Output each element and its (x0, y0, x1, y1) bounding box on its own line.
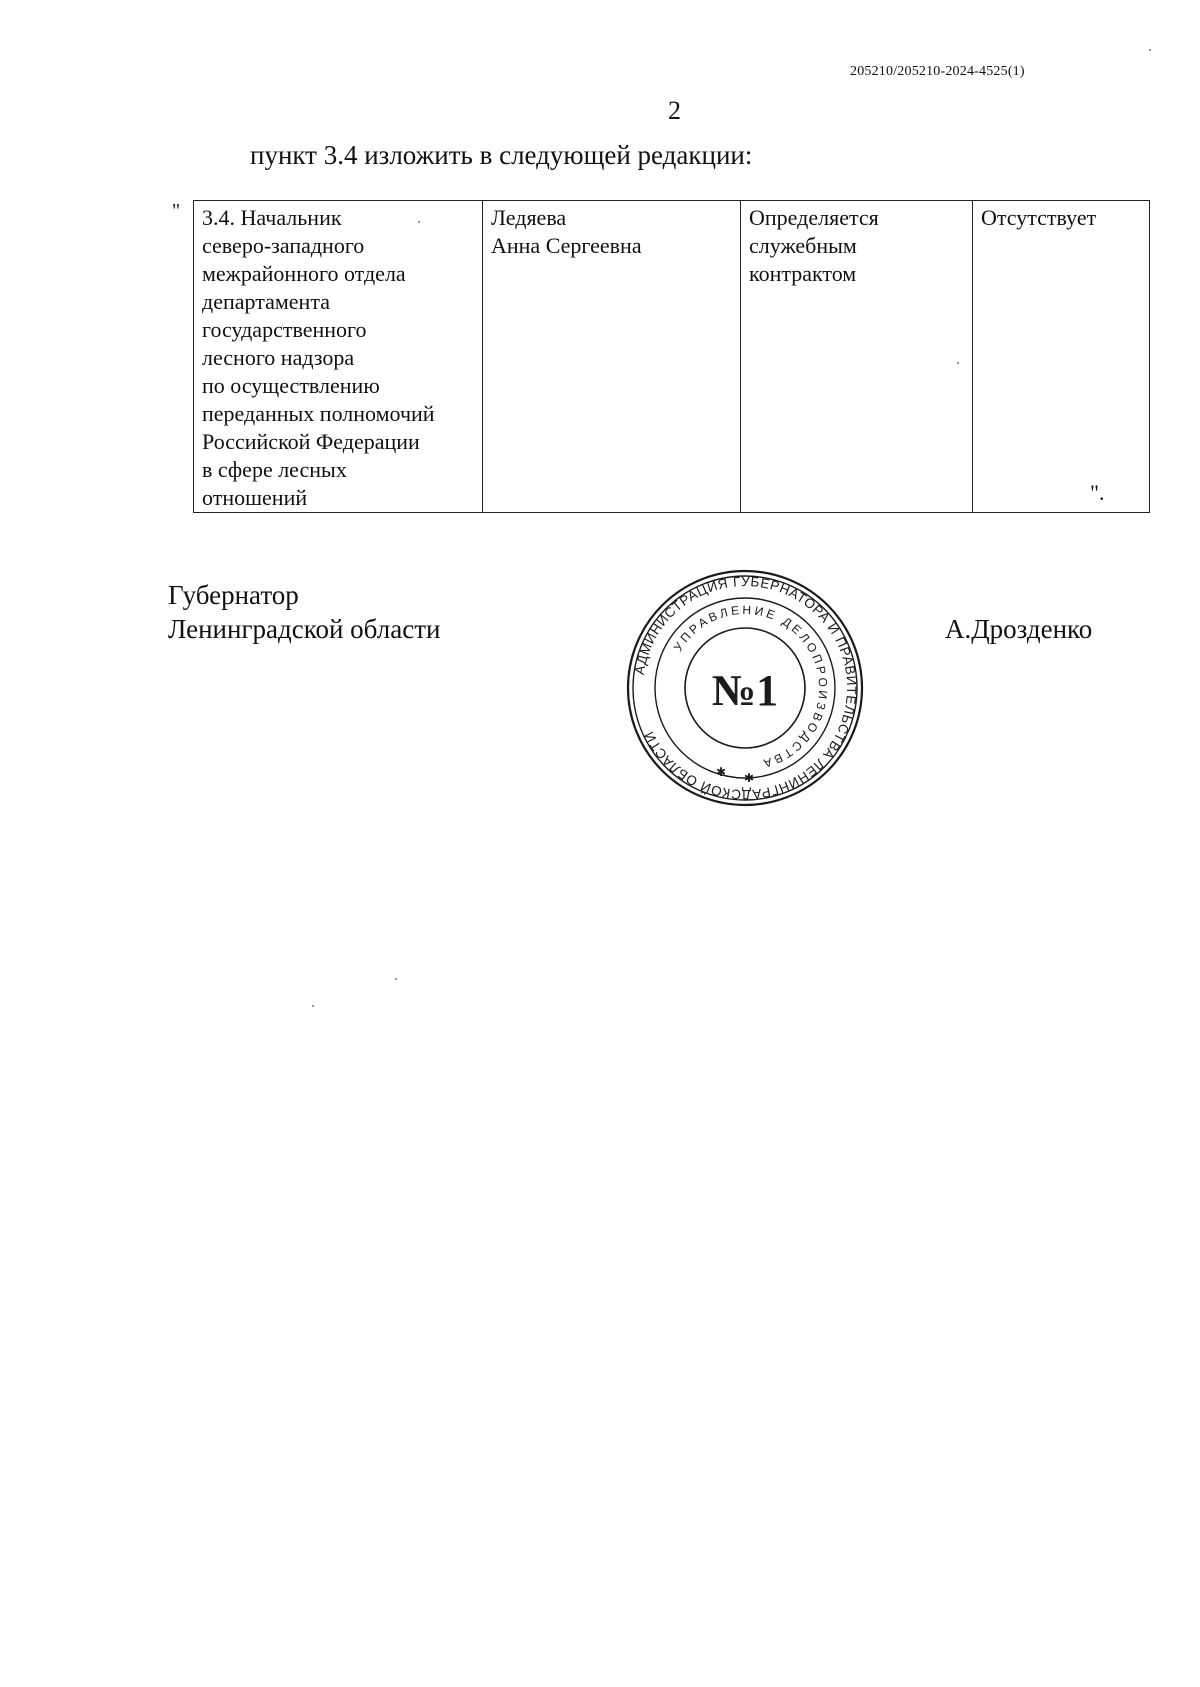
official-stamp (625, 568, 865, 808)
scan-speck (1149, 49, 1151, 51)
stamp-star-icon: ✱ (743, 771, 755, 785)
registration-number: 205210/205210-2024-4525(1) (850, 64, 1025, 79)
cell-note: Отсутствует (973, 201, 1150, 513)
table-row (194, 201, 1150, 513)
opening-quote: " (172, 200, 181, 222)
cell-term: Определяется служебным контрактом (741, 201, 973, 513)
stamp-inner-text: УПРАВЛЕНИЕ ДЕЛОПРОИЗВОДСТВА (670, 602, 831, 772)
scan-speck (418, 221, 420, 223)
amendment-intro: пункт 3.4 изложить в следующей редакции: (250, 140, 753, 170)
closing-quote: ". (1090, 480, 1105, 505)
cell-person: Ледяева Анна Сергеевна (483, 201, 741, 513)
scan-speck (312, 1005, 314, 1007)
signatory-name: А.Дрозденко (945, 614, 1093, 644)
stamp-star-icon: ✱ (715, 765, 727, 779)
signatory-position: Губернатор Ленинградской области (168, 580, 441, 644)
amendment-table (193, 200, 1150, 513)
stamp-number: №1 (711, 666, 779, 715)
cell-position: 3.4. Начальник северо-западного межрайонного отдела департамента государственного лесного надзора по осуществлению переданных полномочий Российской Федерации в сфере лесных отношений (194, 201, 483, 513)
page-number: 2 (668, 96, 681, 125)
scan-speck (957, 362, 959, 364)
stamp-outer-text: АДМИНИСТРАЦИЯ ГУБЕРНАТОРА И ПРАВИТЕЛЬСТВА ЛЕНИНГРАДСКОЙ ОБЛАСТИ (631, 573, 860, 803)
scan-speck (395, 978, 397, 980)
